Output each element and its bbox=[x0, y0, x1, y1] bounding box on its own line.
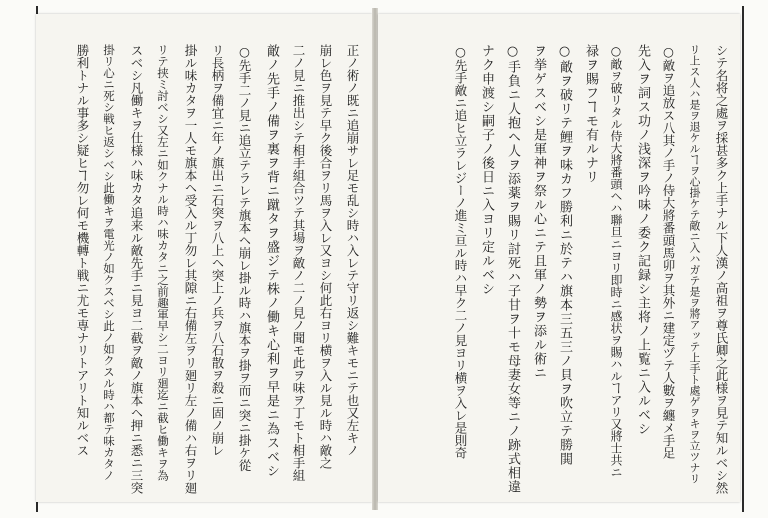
text-column: ○敵ヲ破リテ鯉ヲ味カフ勝利ニ於テハ旗本三五三ノ貝ヲ吹立テ勝閧 bbox=[557, 44, 572, 466]
text-column: 先入ヲ詞ス功ノ浅深ヲ吟味ノ委ク記録シ主将ノ上覧ニ入ルベシ bbox=[635, 44, 650, 436]
text-column: 二ノ見ニ推出シテ相手組合ツテ其場ヲ敵ノ二ノ見ノ聞モ此ヲ味ヲ丁モト相手組 bbox=[291, 44, 306, 482]
right-page-edge bbox=[742, 6, 744, 512]
text-column: 掛リ心ニ死シ戦ヒ返シベシ此働キヲ電光ノ如クスベシ此ノ如クスル時ハ都テ味カタノ bbox=[102, 44, 116, 481]
text-column: 禄ヲ賜フヿモ有ルナリ bbox=[583, 44, 598, 184]
text-column: ○先手二ノ見ニ追立テラレテ旗本ヘ崩レ掛ル時ハ旗本ヲ掛ヲ而ニ突ニ掛ケ從 bbox=[237, 44, 252, 472]
text-column: 敵ノ先手ノ備ヲ裏ヲ背ニ蹴タヲ盛ジテ株ノ働キ心利ヲ早是ニ為スベシ bbox=[264, 44, 279, 478]
text-column: ○敵ヲ追放ス八其ノ手ノ侍大將番頭馬卯ヲ其外ニ建定ヅテ人數ヲ纏メ手足 bbox=[661, 44, 676, 459]
text-column: リ上ス人ハ是ヲ退ケルヿヲ心掛ケテ敵ニ入ハガテ是ヲ將アッテ上手ト處ゲヲキヲ立ツナリ bbox=[688, 44, 701, 484]
text-column: リ長柄ヲ備宜ニ年ノ旗出ニ石突ヲ八上ヘ突上ノ兵ヲ八石散ヲ殺ニ固ノ崩レ bbox=[210, 44, 225, 457]
text-column: スベシ凡働キヲ仕様ハ味カタ追来ル敵先手ニ見ヨ二截ヲ敵ノ旗本ヘ押ニ悉ニ三突 bbox=[129, 44, 144, 494]
text-column: ヲ挙ゲスベシ是軍神ヲ祭ル心ニテ且軍ノ勢ヲ添ル術ニ bbox=[531, 44, 546, 380]
text-column: リテ挟ミ討ベシ又左ニ如クナル時ハ味カタニ之前趣軍早シ二ヨリ廻迄ニ截ヒ働キヲ為 bbox=[156, 44, 170, 481]
text-column: ○敵ヲ破リタル侍大將番頭ヘハ聯旦ニヨリ即時ニ感状ヲ賜ハルヿアリ又將士共ニ bbox=[609, 44, 623, 478]
text-column: シテ名将之處ヲ採甚多ク上手ナル下人漢ノ高祖ヲ尊氏卿之此様ヲ見テ知ルベシ然 bbox=[714, 44, 729, 494]
text-column: ○手負ニ人抱ヘ人ヲ添薬ヲ賜リ討死ハ子甘ヲ十モ母妻女等ニノ跡式相違 bbox=[505, 44, 520, 494]
text-column: 崩レ色ヲ見テ早ク後合ヲリ馬ヲ入レ又ヨシ何此右ヨリ横ヲ入ル見ル時ハ敵之 bbox=[318, 44, 333, 469]
text-column: ナク申渡シ嗣子ノ後日ニ入ヨリ定ルベシ bbox=[479, 44, 494, 296]
text-column: 正ノ術ノ既ニ追崩サレ足モ乱シ時ハ入レテ守リ返シ難キモニテ也又左キノ bbox=[345, 44, 360, 457]
text-column: 掛ル味カタヲ一人モ旗本ヘ受入ル丁勿レ其隙ニ右備左ヲリ廻リ左ノ備ハ右ヲリ廻 bbox=[183, 44, 198, 494]
text-column: 勝利トナル事多シ疑ヒヿ勿レ何モ機轉ト戦ニ尤モ専ナリトアリト知ルベス bbox=[75, 44, 90, 457]
text-column: ○先手敵ニ追ヒ立ラレジーノ進ミ亘ル時ハ早ク二ノ見ヨリ横ヲ入レ是則奇 bbox=[453, 44, 468, 459]
